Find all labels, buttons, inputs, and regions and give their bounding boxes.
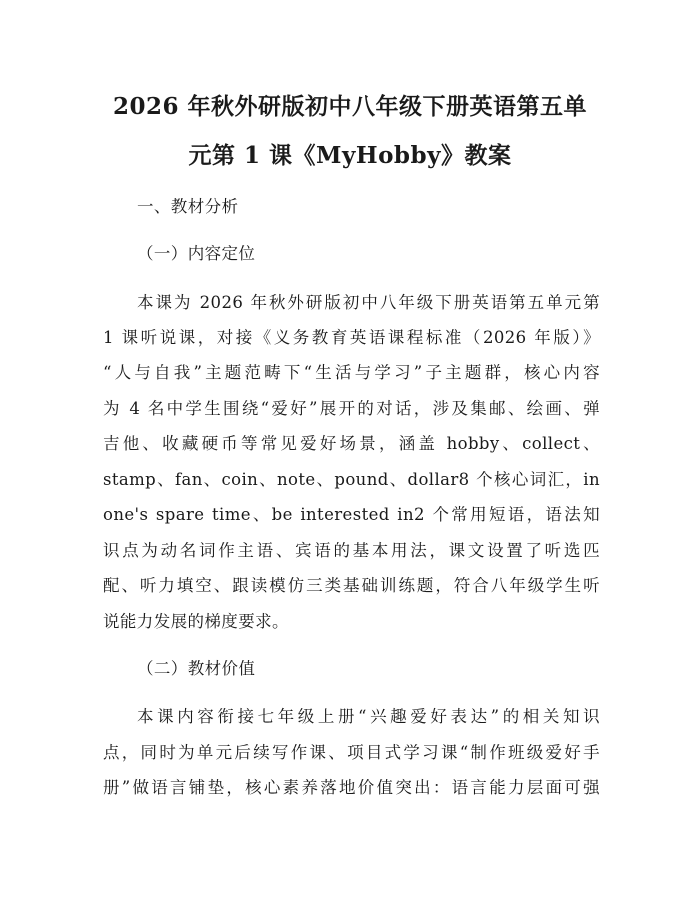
paragraph-line: “人与自我”主题范畴下“生活与学习”子主题群，核心内容 bbox=[103, 363, 600, 382]
paragraph-line: 点，同时为单元后续写作课、项目式学习课“制作班级爱好手 bbox=[103, 743, 600, 762]
subsection-heading: （一）内容定位 bbox=[137, 244, 256, 263]
document-title-line-2: 元第 1 课《MyHobby》教案 bbox=[188, 142, 512, 169]
paragraph-line: 本课内容衔接七年级上册“兴趣爱好表达”的相关知识 bbox=[137, 707, 600, 726]
paragraph-line: 册”做语言铺垫，核心素养落地价值突出：语言能力层面可强 bbox=[103, 778, 600, 797]
paragraph-line: 吉他、收藏硬币等常见爱好场景，涵盖 hobby、collect、 bbox=[103, 434, 600, 453]
paragraph-line: one's spare time、be interested in2 个常用短语，语法知 bbox=[103, 505, 600, 524]
paragraph-line: 本课为 2026 年秋外研版初中八年级下册英语第五单元第 bbox=[137, 293, 600, 312]
paragraph-line: 1 课听说课，对接《义务教育英语课程标准（2026 年版）》 bbox=[103, 328, 600, 347]
section-heading: 一、教材分析 bbox=[137, 197, 239, 216]
paragraph-line: 说能力发展的梯度要求。 bbox=[103, 612, 289, 631]
paragraph-line: 为 4 名中学生围绕“爱好”展开的对话，涉及集邮、绘画、弹 bbox=[103, 399, 600, 418]
paragraph-line: 配、听力填空、跟读模仿三类基础训练题，符合八年级学生听 bbox=[103, 576, 600, 595]
paragraph-line: 识点为动名词作主语、宾语的基本用法，课文设置了听选匹 bbox=[103, 541, 600, 560]
paragraph-line: stamp、fan、coin、note、pound、dollar8 个核心词汇，in bbox=[103, 470, 600, 489]
document-title-line-1: 2026 年秋外研版初中八年级下册英语第五单 bbox=[112, 93, 588, 120]
subsection-heading: （二）教材价值 bbox=[137, 659, 256, 678]
